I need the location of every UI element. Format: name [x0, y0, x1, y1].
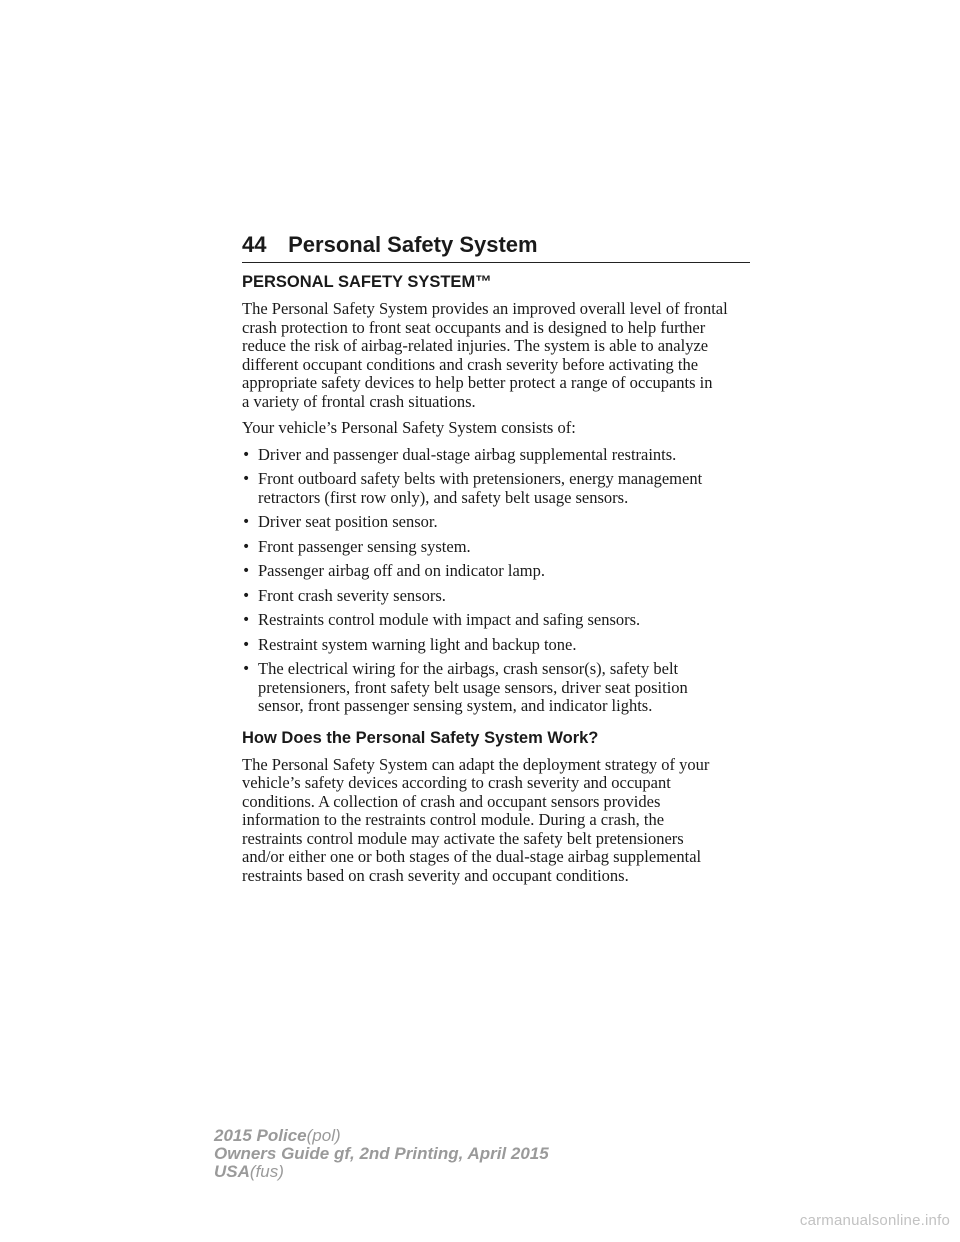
list-item [242, 587, 762, 606]
footer-model-code: (pol) [306, 1126, 341, 1145]
footer-market: USA [214, 1162, 250, 1181]
footer-market-code: (fus) [249, 1162, 284, 1181]
page-content [242, 272, 762, 893]
bullet-icon: • [242, 563, 251, 579]
components-list [242, 446, 762, 716]
list-item-text: Front crash severity sensors. [258, 585, 446, 605]
bullet-icon: • [242, 471, 251, 487]
bullet-icon: • [242, 514, 251, 530]
page-header [242, 230, 750, 263]
list-item-text: Front outboard safety belts with pretensioners, energy management retractors (first row only), and safety belt usage sensors. [258, 469, 703, 507]
footer-guide: Owners Guide gf, 2nd Printing, April 2015 [214, 1144, 549, 1163]
list-item-text: Restraint system warning light and backup tone. [258, 634, 577, 654]
chapter-title: Personal Safety System [288, 232, 538, 257]
list-item [242, 513, 762, 532]
consists-of-paragraph: Your vehicle’s Personal Safety System consists of: [242, 418, 576, 437]
list-item-text: Front passenger sensing system. [258, 536, 471, 556]
print-footer [214, 1127, 549, 1181]
intro-paragraph: The Personal Safety System provides an improved overall level of frontal crash protection to front seat occupants and is designed to help further reduce the risk of airbag-related injuries. The system is able to analyze different occupant conditions and crash severity before activating the appropriate safety devices to help better protect a range of occupants in a variety of frontal crash situations. [242, 299, 728, 411]
list-item-text: Driver and passenger dual-stage airbag supplemental restraints. [258, 444, 677, 464]
list-item [242, 470, 762, 507]
list-item [242, 636, 762, 655]
bullet-icon: • [242, 446, 251, 463]
bullet-icon: • [242, 636, 251, 653]
footer-line-guide [214, 1145, 549, 1163]
list-item-text: Passenger airbag off and on indicator lamp. [258, 561, 545, 580]
bullet-icon: • [242, 661, 251, 677]
list-item-text: Restraints control module with impact and safing sensors. [258, 610, 641, 629]
list-item [242, 538, 762, 557]
bullet-icon: • [242, 587, 251, 604]
footer-line-market [214, 1163, 549, 1181]
footer-model: 2015 Police [214, 1126, 307, 1145]
list-item-text: The electrical wiring for the airbags, crash sensor(s), safety belt pretensioners, front safety belt usage sensors, driver seat position sensor, front passenger sensing system, and indicator lights. [258, 659, 688, 715]
bullet-icon: • [242, 612, 251, 628]
footer-line-model [214, 1127, 549, 1145]
bullet-icon: • [242, 538, 251, 555]
section-heading: PERSONAL SAFETY SYSTEM™ [242, 273, 492, 291]
subsection-heading: How Does the Personal Safety System Work? [242, 728, 599, 747]
page-number: 44 [242, 232, 267, 257]
list-item [242, 562, 762, 581]
list-item [242, 611, 762, 630]
how-it-works-paragraph: The Personal Safety System can adapt the deployment strategy of your vehicle’s safety devices according to crash severity and occupant conditions. A collection of crash and occupant sensors provides information to the restraints control module. During a crash, the restraints control module may activate the safety belt pretensioners and/or either one or both stages of the dual-stage airbag supplemental restraints based on crash severity and occupant conditions. [242, 754, 710, 885]
list-item-text: Driver seat position sensor. [258, 512, 438, 531]
list-item [242, 446, 762, 465]
list-item [242, 660, 762, 716]
watermark: carmanualsonline.info [799, 1212, 950, 1229]
